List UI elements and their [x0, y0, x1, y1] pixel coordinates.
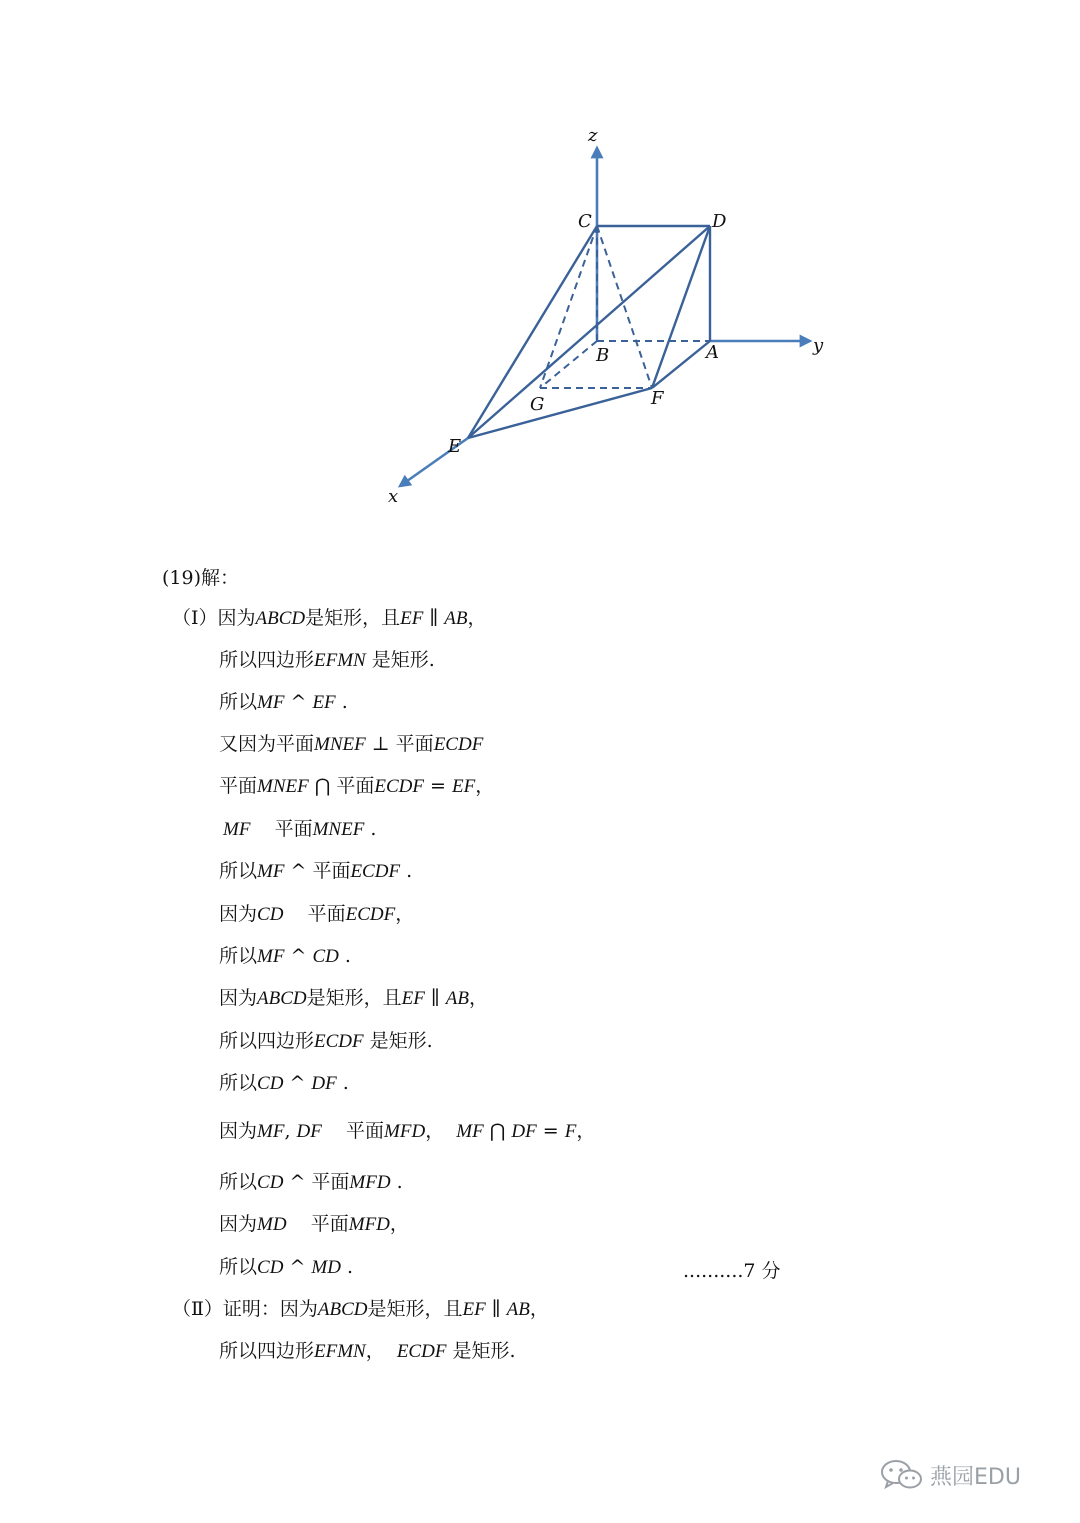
- math-expression: MNEF: [312, 819, 365, 840]
- math-expression: EFMN: [314, 1341, 366, 1362]
- solution-line: [219, 1119, 595, 1144]
- watermark-text: 燕园EDU: [930, 1464, 1021, 1490]
- math-expression: AB: [445, 988, 469, 1009]
- solution-line: [219, 1255, 353, 1280]
- text-segment: 是矩形，且: [306, 987, 402, 1009]
- math-expression: DF: [311, 1073, 337, 1094]
- text-segment: 所以四边形: [219, 1030, 315, 1052]
- math-expression: ABCD: [317, 1299, 368, 1320]
- text-segment: ⋂ 平面: [308, 775, 375, 797]
- text-segment: 是矩形.: [365, 649, 435, 671]
- text-segment: 是矩形，且: [367, 1298, 463, 1320]
- math-expression: AB: [506, 1299, 530, 1320]
- text-segment: 因为: [219, 903, 258, 925]
- math-expression: MF: [223, 819, 251, 840]
- math-expression: MF: [257, 946, 285, 967]
- math-expression: EF: [312, 692, 336, 713]
- text-segment: ，: [468, 987, 488, 1009]
- label-f: F: [651, 388, 664, 409]
- solution-line: [219, 732, 483, 757]
- text-segment: （Ⅱ）证明：因为: [172, 1298, 318, 1320]
- text-segment: 是矩形.: [363, 1030, 433, 1052]
- math-expression: EF: [400, 608, 424, 629]
- text-segment: ，: [365, 1340, 397, 1362]
- solution-line: [219, 1170, 403, 1195]
- math-expression: ECDF: [374, 776, 425, 797]
- text-segment: 是矩形，且: [305, 607, 401, 629]
- text-segment: .: [335, 691, 348, 713]
- text-segment: 所以: [219, 860, 258, 882]
- text-segment: ^ 平面: [284, 860, 351, 882]
- text-segment: ∥: [424, 987, 446, 1009]
- text-segment: =: [536, 1120, 565, 1142]
- math-expression: ECDF: [433, 734, 484, 755]
- wechat-icon: [880, 1458, 924, 1492]
- math-expression: CD: [257, 1073, 284, 1094]
- text-segment: 所以: [219, 691, 258, 713]
- math-expression: EF: [452, 776, 476, 797]
- solution-line: [219, 774, 494, 799]
- label-b: B: [596, 345, 610, 366]
- text-segment: ，: [425, 1120, 457, 1142]
- solution-line: [219, 1029, 433, 1054]
- solution-line: [219, 944, 351, 969]
- solution-line: [219, 1339, 516, 1364]
- label-a: A: [706, 342, 719, 363]
- math-expression: MD: [311, 1257, 341, 1278]
- text-segment: ，: [475, 775, 495, 797]
- text-segment: .: [400, 860, 413, 882]
- math-expression: MFD: [349, 1172, 391, 1193]
- text-segment: ，: [467, 607, 487, 629]
- text-segment: =: [424, 775, 453, 797]
- text-segment: 所以: [219, 945, 258, 967]
- math-expression: CD: [257, 1257, 284, 1278]
- math-expression: CD: [257, 1172, 284, 1193]
- solution-line: [172, 606, 486, 631]
- text-segment: ^: [284, 691, 313, 713]
- math-expression: DF: [296, 1121, 322, 1142]
- text-segment: 所以: [219, 1171, 258, 1193]
- math-expression: ECDF: [314, 1031, 364, 1052]
- score-note: ..........7 分: [683, 1260, 781, 1282]
- text-segment: 平面: [286, 1213, 349, 1235]
- watermark: [880, 1457, 1021, 1493]
- text-segment: 平面: [321, 1120, 385, 1142]
- label-d: D: [712, 211, 727, 232]
- solution-line: [219, 1071, 349, 1096]
- text-segment: ∥: [423, 607, 445, 629]
- text-segment: ⊥ 平面: [365, 733, 434, 755]
- text-segment: ⋂: [483, 1120, 512, 1142]
- math-expression: EF: [462, 1299, 486, 1320]
- math-expression: MFD: [348, 1214, 390, 1235]
- math-expression: MNEF: [257, 776, 309, 797]
- solution-line: [219, 986, 488, 1011]
- solution-line: [219, 902, 414, 927]
- text-segment: 所以: [219, 1256, 258, 1278]
- label-c: C: [578, 211, 592, 232]
- math-expression: ABCD: [255, 608, 306, 629]
- solution-line: [219, 690, 348, 715]
- label-z: z: [588, 125, 598, 146]
- label-g: G: [530, 394, 545, 415]
- text-segment: ，: [576, 1120, 596, 1142]
- math-expression: MD: [257, 1214, 287, 1235]
- text-segment: ^: [283, 1256, 312, 1278]
- label-e: E: [448, 436, 462, 457]
- geometry-figure: [360, 118, 840, 518]
- text-segment: .: [390, 1171, 403, 1193]
- label-y: y: [813, 335, 824, 356]
- text-segment: （Ⅰ）因为: [172, 607, 256, 629]
- math-expression: CD: [312, 946, 339, 967]
- math-expression: EF: [401, 988, 425, 1009]
- math-expression: ECDF: [345, 904, 396, 925]
- text-segment: .: [364, 818, 377, 840]
- text-segment: 又因为平面: [219, 733, 315, 755]
- text-segment: ，: [395, 903, 415, 925]
- text-segment: 因为: [219, 987, 258, 1009]
- math-expression: CD: [257, 904, 284, 925]
- text-segment: 平面: [283, 903, 346, 925]
- text-segment: ,: [284, 1120, 297, 1142]
- math-expression: AB: [444, 608, 468, 629]
- text-segment: 所以四边形: [219, 649, 315, 671]
- text-segment: .: [336, 1072, 349, 1094]
- solution-line: [219, 1212, 409, 1237]
- text-segment: 平面: [219, 775, 258, 797]
- math-expression: ECDF: [396, 1341, 447, 1362]
- math-expression: DF: [511, 1121, 537, 1142]
- math-expression: MF: [257, 1121, 285, 1142]
- text-segment: 所以: [219, 1072, 258, 1094]
- text-segment: .: [340, 1256, 354, 1278]
- text-segment: .: [338, 945, 351, 967]
- solution-line: [172, 1297, 549, 1322]
- text-segment: 是矩形.: [446, 1340, 516, 1362]
- text-segment: 平面: [250, 818, 313, 840]
- solution-line: [219, 859, 412, 884]
- solution-heading: (19)解：: [162, 567, 240, 589]
- math-expression: MF: [257, 861, 285, 882]
- text-segment: ，: [529, 1298, 549, 1320]
- text-segment: 因为: [219, 1120, 258, 1142]
- solution-line: [223, 817, 376, 842]
- text-segment: ^: [283, 1072, 312, 1094]
- math-expression: MFD: [384, 1121, 426, 1142]
- math-expression: EFMN: [314, 650, 366, 671]
- text-segment: 因为: [219, 1213, 258, 1235]
- math-expression: F: [564, 1121, 577, 1142]
- math-expression: MNEF: [314, 734, 366, 755]
- math-expression: ECDF: [350, 861, 401, 882]
- text-segment: ^ 平面: [283, 1171, 350, 1193]
- label-x: x: [388, 486, 399, 507]
- text-segment: ∥: [485, 1298, 507, 1320]
- math-expression: MF: [257, 692, 285, 713]
- text-segment: ，: [389, 1213, 409, 1235]
- text-segment: 所以四边形: [219, 1340, 315, 1362]
- solution-line: [219, 648, 435, 673]
- text-segment: ^: [284, 945, 313, 967]
- math-expression: MF: [456, 1121, 484, 1142]
- math-expression: ABCD: [257, 988, 307, 1009]
